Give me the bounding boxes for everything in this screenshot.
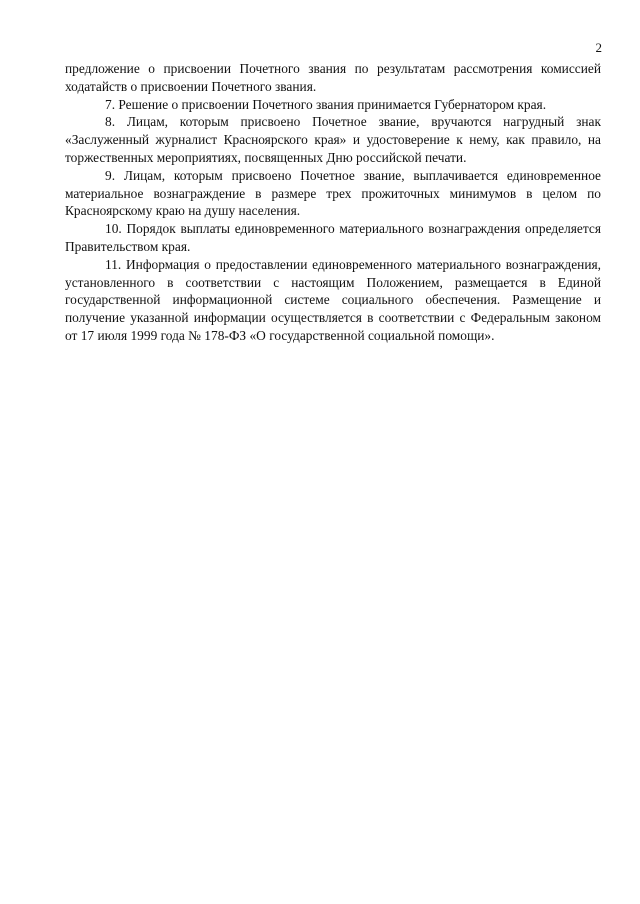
paragraph-item-9: 9. Лицам, которым присвоено Почетное звание, выплачивается единовременное материальное вознаграждение в размере трех прожиточных минимумов в целом по Красноярскому краю на душу населения. (65, 167, 601, 219)
document-body (65, 60, 601, 345)
paragraph-continuation: предложение о присвоении Почетного звания по результатам рассмотрения комиссией ходатайств о присвоении Почетного звания. (65, 61, 601, 94)
paragraph-item-10: 10. Порядок выплаты единовременного материального вознаграждения определяется Правительством края. (65, 221, 601, 254)
paragraph-item-8: 8. Лицам, которым присвоено Почетное звание, вручаются нагрудный знак «Заслуженный журналист Красноярского края» и удостоверение к нему, как правило, на торжественных мероприятиях, посвященных Дню российской печати. (65, 114, 601, 165)
paragraph-item-7: 7. Решение о присвоении Почетного звания принимается Губернатором края. (105, 96, 547, 112)
paragraph-item-11: 11. Информация о предоставлении единовременного материального вознаграждения, установленного в соответствии с настоящим Положением, размещается в Единой государственной информационной системе социального обеспечения. Размещение и получение указанной информации осуществляется в соответствии с Федеральным законом от 17 июля 1999 года № 178-ФЗ «О государственной социальной помощи». (65, 256, 601, 343)
page-number: 2 (595, 40, 602, 55)
